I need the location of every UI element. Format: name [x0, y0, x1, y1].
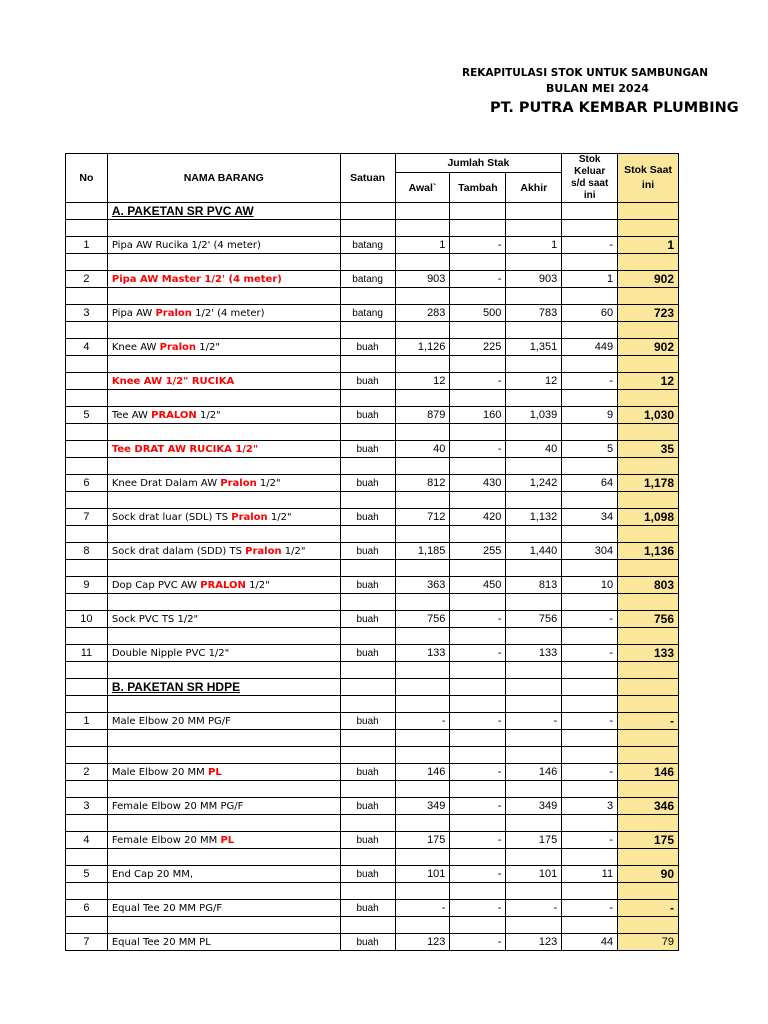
item-unit: buah: [340, 900, 395, 917]
qty-akhir: 12: [506, 373, 562, 390]
qty-keluar: 1: [562, 271, 618, 288]
stock-table: [65, 153, 679, 951]
row-number: 2: [66, 271, 108, 288]
row-number: 3: [66, 305, 108, 322]
item-name-part: 1/2": [245, 579, 270, 591]
qty-keluar: 449: [562, 339, 618, 356]
item-unit: buah: [340, 645, 395, 662]
qty-stok-saat-ini: 1,178: [618, 475, 679, 492]
qty-keluar: 44: [562, 934, 618, 951]
qty-tambah: 160: [450, 407, 506, 424]
item-name-part: Female Elbow 20 MM: [111, 834, 221, 846]
qty-tambah: -: [450, 798, 506, 815]
spacer-row: [66, 628, 679, 645]
qty-keluar: -: [562, 713, 618, 730]
qty-awal: 903: [395, 271, 450, 288]
row-number: 4: [66, 339, 108, 356]
qty-stok-saat-ini: 902: [618, 339, 679, 356]
qty-awal: 123: [395, 934, 450, 951]
qty-stok-saat-ini: 803: [618, 577, 679, 594]
spacer-row: [66, 560, 679, 577]
qty-akhir: 133: [506, 645, 562, 662]
table-row: [66, 407, 679, 424]
item-name: [107, 543, 340, 560]
spacer-row: [66, 220, 679, 237]
item-name-part: Pralon: [155, 307, 192, 319]
qty-tambah: -: [450, 832, 506, 849]
item-name-part: Sock drat dalam (SDD) TS: [111, 545, 246, 557]
item-name-part: Female Elbow 20 MM PG/F: [111, 800, 244, 812]
spacer-row: [66, 849, 679, 866]
item-unit: buah: [340, 407, 395, 424]
spacer-row: [66, 424, 679, 441]
qty-awal: 1: [395, 237, 450, 254]
item-unit: buah: [340, 832, 395, 849]
row-number: [66, 441, 108, 458]
qty-akhir: 1,039: [506, 407, 562, 424]
qty-stok-saat-ini: 346: [618, 798, 679, 815]
qty-keluar: -: [562, 645, 618, 662]
table-row: [66, 866, 679, 883]
qty-stok-saat-ini: 175: [618, 832, 679, 849]
item-name: [107, 441, 340, 458]
qty-akhir: 123: [506, 934, 562, 951]
qty-tambah: 255: [450, 543, 506, 560]
table-row: [66, 713, 679, 730]
qty-keluar: 9: [562, 407, 618, 424]
item-name: [107, 832, 340, 849]
item-name: [107, 900, 340, 917]
spacer-row: [66, 458, 679, 475]
qty-tambah: 500: [450, 305, 506, 322]
qty-awal: 133: [395, 645, 450, 662]
col-header-nama-barang: NAMA BARANG: [107, 154, 340, 203]
qty-keluar: 11: [562, 866, 618, 883]
item-name-part: Pipa AW: [111, 307, 156, 319]
table-row: [66, 645, 679, 662]
qty-akhir: 349: [506, 798, 562, 815]
qty-awal: 756: [395, 611, 450, 628]
row-number: 1: [66, 237, 108, 254]
qty-stok-saat-ini: -: [618, 900, 679, 917]
item-name-part: Tee DRAT AW RUCIKA 1/2": [111, 443, 259, 455]
qty-keluar: 3: [562, 798, 618, 815]
item-name: [107, 934, 340, 951]
qty-tambah: -: [450, 866, 506, 883]
row-number: [66, 373, 108, 390]
spacer-row: [66, 594, 679, 611]
col-header-tambah: Tambah: [450, 173, 506, 203]
row-number: 4: [66, 832, 108, 849]
table-row: [66, 509, 679, 526]
item-name-part: PRALON: [200, 579, 246, 591]
item-name-part: Pralon: [245, 545, 282, 557]
qty-akhir: 101: [506, 866, 562, 883]
spacer-row: [66, 662, 679, 679]
item-name-part: PL: [220, 834, 235, 846]
qty-awal: -: [395, 900, 450, 917]
qty-stok-saat-ini: 146: [618, 764, 679, 781]
col-header-no: No: [66, 154, 108, 203]
item-name-part: Pralon: [220, 477, 257, 489]
spacer-row: [66, 492, 679, 509]
item-name-part: Equal Tee 20 MM PG/F: [111, 902, 223, 914]
qty-stok-saat-ini: 35: [618, 441, 679, 458]
row-number: 5: [66, 866, 108, 883]
table-row: [66, 764, 679, 781]
table-row: [66, 543, 679, 560]
item-name: [107, 339, 340, 356]
row-number: 6: [66, 475, 108, 492]
item-unit: buah: [340, 611, 395, 628]
item-name: [107, 611, 340, 628]
item-name-part: 1/2": [281, 545, 306, 557]
section-header-row: [66, 203, 679, 220]
qty-akhir: 1,132: [506, 509, 562, 526]
qty-stok-saat-ini: 1,136: [618, 543, 679, 560]
qty-tambah: -: [450, 713, 506, 730]
qty-akhir: 146: [506, 764, 562, 781]
table-row: [66, 237, 679, 254]
item-name-part: Pralon: [159, 341, 197, 353]
item-name-part: Equal Tee 20 MM PL: [111, 936, 211, 948]
table-row: [66, 900, 679, 917]
item-name-part: Tee AW: [111, 409, 152, 421]
spacer-row: [66, 254, 679, 271]
table-row: [66, 305, 679, 322]
item-unit: batang: [340, 305, 395, 322]
qty-keluar: 64: [562, 475, 618, 492]
qty-tambah: -: [450, 237, 506, 254]
table-row: [66, 798, 679, 815]
qty-awal: 1,185: [395, 543, 450, 560]
item-name: [107, 764, 340, 781]
item-name-part: 1/2": [196, 409, 221, 421]
row-number: 5: [66, 407, 108, 424]
col-header-satuan: Satuan: [340, 154, 395, 203]
qty-akhir: 783: [506, 305, 562, 322]
qty-akhir: 1: [506, 237, 562, 254]
item-name-part: 1/2": [196, 341, 220, 353]
item-unit: buah: [340, 713, 395, 730]
qty-awal: 812: [395, 475, 450, 492]
item-unit: buah: [340, 441, 395, 458]
spacer-row: [66, 781, 679, 798]
row-number: 10: [66, 611, 108, 628]
item-unit: buah: [340, 798, 395, 815]
table-row: [66, 577, 679, 594]
row-number: 6: [66, 900, 108, 917]
section-title: B. PAKETAN SR HDPE: [107, 679, 340, 696]
item-unit: buah: [340, 866, 395, 883]
section-title: A. PAKETAN SR PVC AW: [107, 203, 340, 220]
item-name-part: 1/2' (4 meter): [191, 307, 265, 319]
qty-awal: 879: [395, 407, 450, 424]
qty-akhir: 903: [506, 271, 562, 288]
qty-keluar: -: [562, 764, 618, 781]
row-number: 9: [66, 577, 108, 594]
qty-awal: -: [395, 713, 450, 730]
section-header-row: [66, 679, 679, 696]
item-unit: buah: [340, 509, 395, 526]
item-unit: buah: [340, 764, 395, 781]
qty-awal: 349: [395, 798, 450, 815]
item-name-part: Knee Drat Dalam AW: [111, 477, 221, 489]
item-name-part: Dop Cap PVC AW: [111, 579, 201, 591]
item-unit: batang: [340, 237, 395, 254]
item-name: [107, 237, 340, 254]
spacer-row: [66, 883, 679, 900]
qty-awal: 283: [395, 305, 450, 322]
spacer-row: [66, 747, 679, 764]
item-name: [107, 713, 340, 730]
qty-tambah: -: [450, 645, 506, 662]
item-name-part: PRALON: [151, 409, 197, 421]
qty-stok-saat-ini: 756: [618, 611, 679, 628]
qty-akhir: 175: [506, 832, 562, 849]
qty-stok-saat-ini: 1,030: [618, 407, 679, 424]
qty-tambah: -: [450, 764, 506, 781]
col-header-jumlah-stak: Jumlah Stak: [395, 154, 562, 173]
qty-tambah: -: [450, 271, 506, 288]
item-name-part: Male Elbow 20 MM PG/F: [111, 715, 231, 727]
item-name-part: Double Nipple PVC 1/2": [111, 647, 230, 659]
item-name: [107, 866, 340, 883]
qty-tambah: -: [450, 441, 506, 458]
item-name-part: Knee AW 1/2" RUCIKA: [111, 375, 235, 387]
qty-tambah: -: [450, 934, 506, 951]
qty-stok-saat-ini: 90: [618, 866, 679, 883]
qty-akhir: 756: [506, 611, 562, 628]
qty-awal: 12: [395, 373, 450, 390]
qty-tambah: 450: [450, 577, 506, 594]
qty-akhir: -: [506, 713, 562, 730]
item-name-part: Pipa AW Master 1/2' (4 meter): [111, 273, 282, 285]
item-unit: buah: [340, 577, 395, 594]
table-row: [66, 373, 679, 390]
qty-stok-saat-ini: 902: [618, 271, 679, 288]
item-name-part: Male Elbow 20 MM: [111, 766, 208, 778]
company-name: PT. PUTRA KEMBAR PLUMBING: [490, 100, 739, 116]
item-name-part: 1/2": [267, 511, 292, 523]
item-name-part: Sock drat luar (SDL) TS: [111, 511, 232, 523]
item-unit: batang: [340, 271, 395, 288]
row-number: 11: [66, 645, 108, 662]
spacer-row: [66, 696, 679, 713]
qty-keluar: -: [562, 373, 618, 390]
item-unit: buah: [340, 543, 395, 560]
row-number: 1: [66, 713, 108, 730]
item-name-part: Pipa AW Rucika 1/2' (4 meter): [111, 239, 261, 251]
item-unit: buah: [340, 339, 395, 356]
qty-stok-saat-ini: 1,098: [618, 509, 679, 526]
qty-stok-saat-ini: 723: [618, 305, 679, 322]
qty-akhir: 1,242: [506, 475, 562, 492]
qty-akhir: 1,351: [506, 339, 562, 356]
qty-tambah: -: [450, 611, 506, 628]
table-row: [66, 475, 679, 492]
item-name-part: 1/2": [256, 477, 281, 489]
item-name-part: Sock PVC TS 1/2": [111, 613, 199, 625]
qty-keluar: 304: [562, 543, 618, 560]
qty-tambah: 430: [450, 475, 506, 492]
qty-keluar: -: [562, 832, 618, 849]
qty-awal: 40: [395, 441, 450, 458]
item-name: [107, 373, 340, 390]
qty-akhir: -: [506, 900, 562, 917]
table-row: [66, 441, 679, 458]
qty-awal: 175: [395, 832, 450, 849]
qty-akhir: 1,440: [506, 543, 562, 560]
qty-keluar: -: [562, 237, 618, 254]
item-unit: buah: [340, 373, 395, 390]
qty-stok-saat-ini: 79: [618, 934, 679, 951]
qty-tambah: -: [450, 900, 506, 917]
qty-awal: 146: [395, 764, 450, 781]
item-unit: buah: [340, 475, 395, 492]
spacer-row: [66, 730, 679, 747]
item-name: [107, 577, 340, 594]
report-period: BULAN MEI 2024: [546, 82, 649, 95]
col-header-awal: Awal`: [395, 173, 450, 203]
qty-stok-saat-ini: -: [618, 713, 679, 730]
item-name: [107, 271, 340, 288]
spacer-row: [66, 322, 679, 339]
qty-tambah: 420: [450, 509, 506, 526]
item-name-part: End Cap 20 MM,: [111, 868, 194, 880]
qty-awal: 363: [395, 577, 450, 594]
table-row: [66, 832, 679, 849]
row-number: 8: [66, 543, 108, 560]
col-header-stok-saat-ini: Stok Saat ini: [618, 154, 679, 203]
row-number: 2: [66, 764, 108, 781]
spacer-row: [66, 815, 679, 832]
qty-stok-saat-ini: 12: [618, 373, 679, 390]
qty-keluar: -: [562, 611, 618, 628]
report-title: REKAPITULASI STOK UNTUK SAMBUNGAN: [462, 67, 708, 79]
item-unit: buah: [340, 934, 395, 951]
qty-awal: 1,126: [395, 339, 450, 356]
item-name: [107, 645, 340, 662]
item-name: [107, 509, 340, 526]
header-row-1: [66, 154, 679, 173]
item-name: [107, 407, 340, 424]
spacer-row: [66, 288, 679, 305]
table-row: [66, 339, 679, 356]
qty-tambah: 225: [450, 339, 506, 356]
table-row: [66, 934, 679, 951]
qty-stok-saat-ini: 133: [618, 645, 679, 662]
spacer-row: [66, 526, 679, 543]
item-name-part: Knee AW: [111, 341, 160, 353]
item-name: [107, 475, 340, 492]
qty-keluar: -: [562, 900, 618, 917]
qty-akhir: 40: [506, 441, 562, 458]
item-name: [107, 305, 340, 322]
qty-stok-saat-ini: 1: [618, 237, 679, 254]
qty-tambah: -: [450, 373, 506, 390]
qty-awal: 101: [395, 866, 450, 883]
row-number: 3: [66, 798, 108, 815]
item-name: [107, 798, 340, 815]
qty-akhir: 813: [506, 577, 562, 594]
qty-keluar: 60: [562, 305, 618, 322]
col-header-akhir: Akhir: [506, 173, 562, 203]
qty-keluar: 5: [562, 441, 618, 458]
spacer-row: [66, 390, 679, 407]
table-row: [66, 271, 679, 288]
item-name-part: PL: [207, 766, 222, 778]
spacer-row: [66, 356, 679, 373]
col-header-stok-keluar: Stok Keluar s/d saat ini: [562, 154, 618, 203]
item-name-part: Pralon: [231, 511, 268, 523]
row-number: 7: [66, 509, 108, 526]
qty-keluar: 10: [562, 577, 618, 594]
qty-keluar: 34: [562, 509, 618, 526]
qty-awal: 712: [395, 509, 450, 526]
table-row: [66, 611, 679, 628]
row-number: 7: [66, 934, 108, 951]
spacer-row: [66, 917, 679, 934]
